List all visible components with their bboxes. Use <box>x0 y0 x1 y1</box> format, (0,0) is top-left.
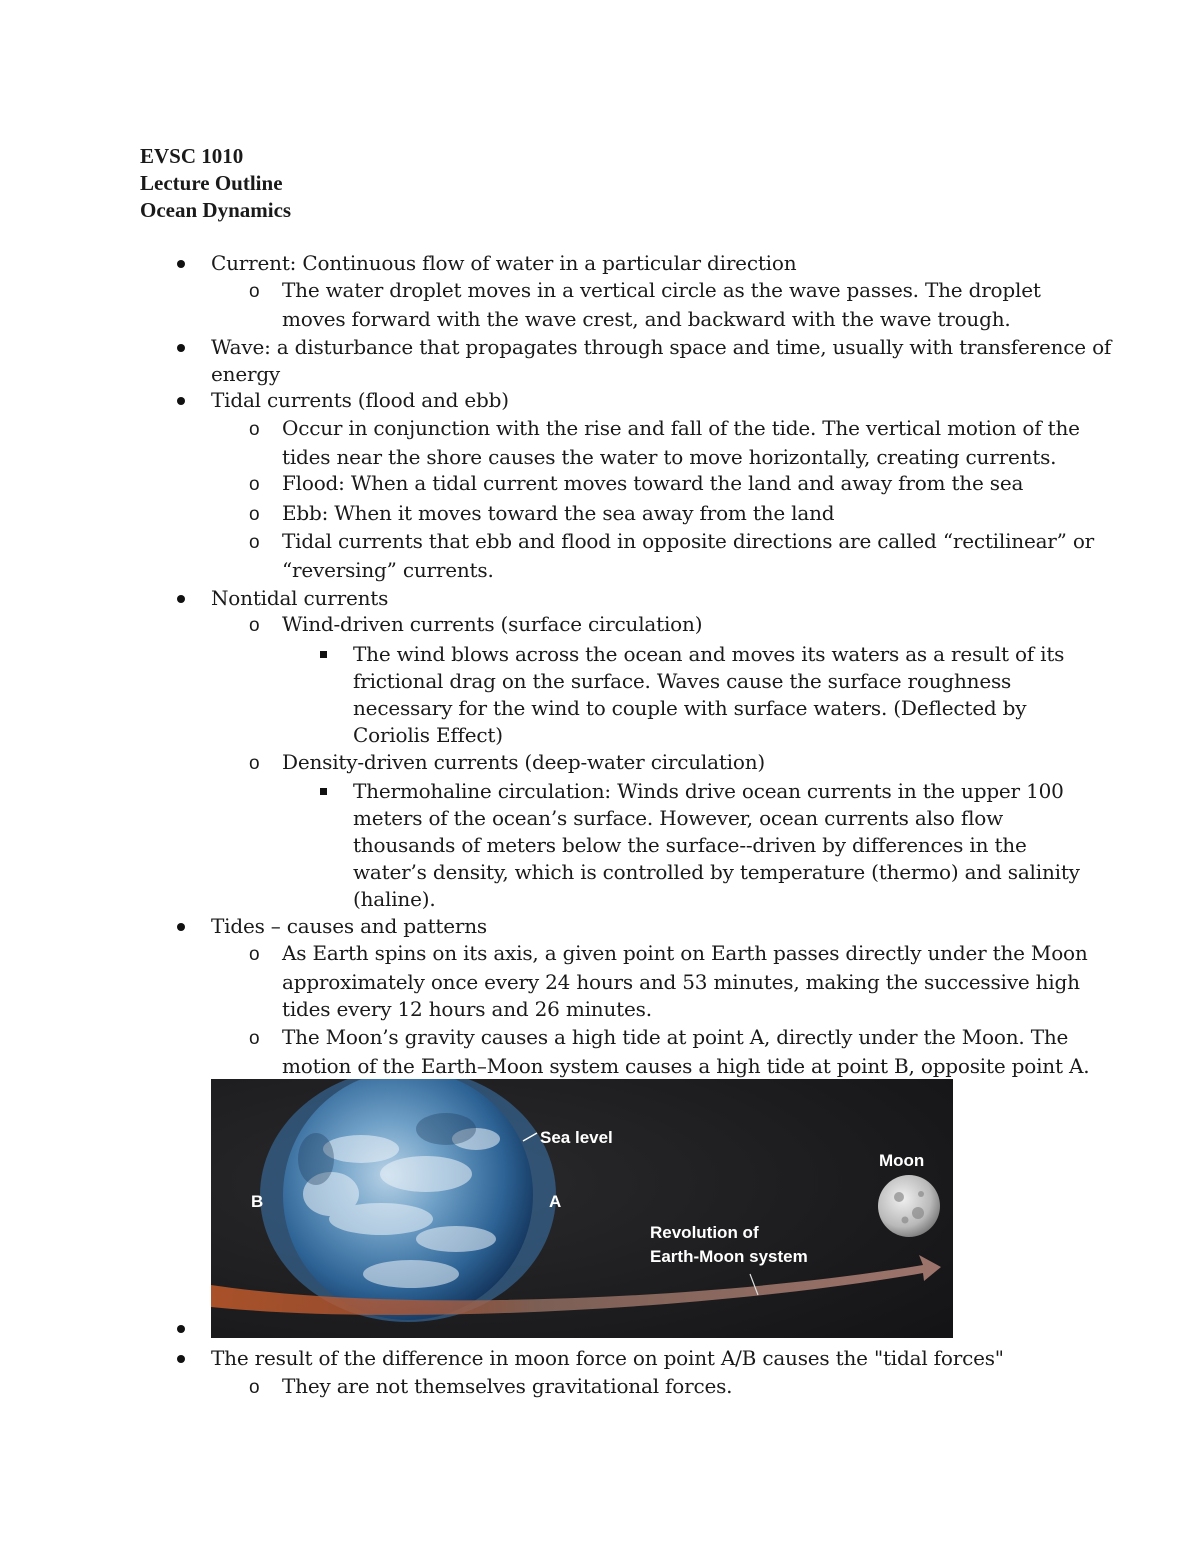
page-title: Ocean Dynamics <box>140 198 292 222</box>
list-item-windtext: The wind blows across the ocean and moves its waters as a result of its <box>353 642 1065 666</box>
list-item-wave: Wave: a disturbance that propagates through space and time, usually with transference of <box>211 335 1112 359</box>
bullet-dot <box>177 923 185 931</box>
sub-bullet-marker: o <box>249 532 260 553</box>
sub-bullet-marker: o <box>249 1377 260 1398</box>
list-item-ebb: Ebb: When it moves toward the sea away from the land <box>282 501 835 525</box>
revolution-label: Revolution of <box>650 1223 759 1242</box>
list-item-wave-cont: energy <box>211 362 281 386</box>
list-item-rectilinear-cont: “reversing” currents. <box>282 558 494 582</box>
square-bullet <box>320 788 327 795</box>
list-item-nontidal: Nontidal currents <box>211 586 389 610</box>
list-item-thermohaline-cont: (haline). <box>353 887 436 911</box>
course-code: EVSC 1010 <box>140 144 244 168</box>
sub-bullet-marker: o <box>249 753 260 774</box>
sea-level-label: Sea level <box>540 1128 613 1147</box>
list-item-windtext-cont: Coriolis Effect) <box>353 723 503 747</box>
list-item-result: The result of the difference in moon force on point A/B causes the "tidal forces" <box>211 1346 1004 1370</box>
sub-bullet-marker: o <box>249 615 260 636</box>
tides-figure <box>211 1079 953 1338</box>
sub-bullet-marker: o <box>249 474 260 495</box>
earth-moon-diagram <box>211 1079 953 1338</box>
square-bullet <box>320 651 327 658</box>
point-b-label: B <box>251 1192 264 1211</box>
bullet-dot <box>177 1325 185 1333</box>
sub-bullet-marker: o <box>249 944 260 965</box>
list-item-not-gravitational: They are not themselves gravitational forces. <box>282 1374 733 1398</box>
sub-bullet-marker: o <box>249 419 260 440</box>
point-a-label: A <box>549 1192 562 1211</box>
list-item-thermohaline: Thermohaline circulation: Winds drive ocean currents in the upper 100 <box>353 779 1064 803</box>
list-item-windtext-cont: necessary for the wind to couple with surface waters. (Deflected by <box>353 696 1027 720</box>
list-item-current: Current: Continuous flow of water in a particular direction <box>211 251 797 275</box>
list-item-density: Density-driven currents (deep-water circulation) <box>282 750 766 774</box>
list-item-spin: As Earth spins on its axis, a given point on Earth passes directly under the Moon <box>282 941 1088 965</box>
sub-bullet-marker: o <box>249 1028 260 1049</box>
bullet-dot <box>177 1355 185 1363</box>
list-item-tides: Tides – causes and patterns <box>211 914 487 938</box>
list-item-rectilinear: Tidal currents that ebb and flood in opposite directions are called “rectilinear” or <box>282 529 1095 553</box>
bullet-dot <box>177 344 185 352</box>
list-item-tidal: Tidal currents (flood and ebb) <box>211 388 509 412</box>
list-item-thermohaline-cont: thousands of meters below the surface--driven by differences in the <box>353 833 1027 857</box>
list-item-windtext-cont: frictional drag on the surface. Waves cause the surface roughness <box>353 669 1012 693</box>
moon-label: Moon <box>879 1151 925 1170</box>
list-item-spin-cont: approximately once every 24 hours and 53 minutes, making the successive high <box>282 970 1080 994</box>
list-item-flood: Flood: When a tidal current moves toward the land and away from the sea <box>282 471 1024 495</box>
moon-icon <box>878 1175 940 1237</box>
sub-bullet-marker: o <box>249 504 260 525</box>
list-item-droplet-cont: moves forward with the wave crest, and backward with the wave trough. <box>282 307 1011 331</box>
list-item-spin-cont: tides every 12 hours and 26 minutes. <box>282 997 652 1021</box>
list-item-gravity-cont: motion of the Earth–Moon system causes a high tide at point B, opposite point A. <box>282 1054 1090 1078</box>
document-type: Lecture Outline <box>140 171 283 195</box>
bullet-dot <box>177 397 185 405</box>
list-item-occur-cont: tides near the shore causes the water to move horizontally, creating currents. <box>282 445 1057 469</box>
bullet-dot <box>177 260 185 268</box>
list-item-droplet: The water droplet moves in a vertical circle as the wave passes. The droplet <box>282 278 1041 302</box>
bullet-dot <box>177 595 185 603</box>
revolution-label-cont: Earth-Moon system <box>650 1247 808 1266</box>
list-item-wind: Wind-driven currents (surface circulation) <box>282 612 703 636</box>
list-item-occur: Occur in conjunction with the rise and fall of the tide. The vertical motion of the <box>282 416 1080 440</box>
sub-bullet-marker: o <box>249 281 260 302</box>
list-item-gravity: The Moon’s gravity causes a high tide at point A, directly under the Moon. The <box>282 1025 1069 1049</box>
list-item-thermohaline-cont: meters of the ocean’s surface. However, ocean currents also flow <box>353 806 1004 830</box>
list-item-thermohaline-cont: water’s density, which is controlled by temperature (thermo) and salinity <box>353 860 1080 884</box>
